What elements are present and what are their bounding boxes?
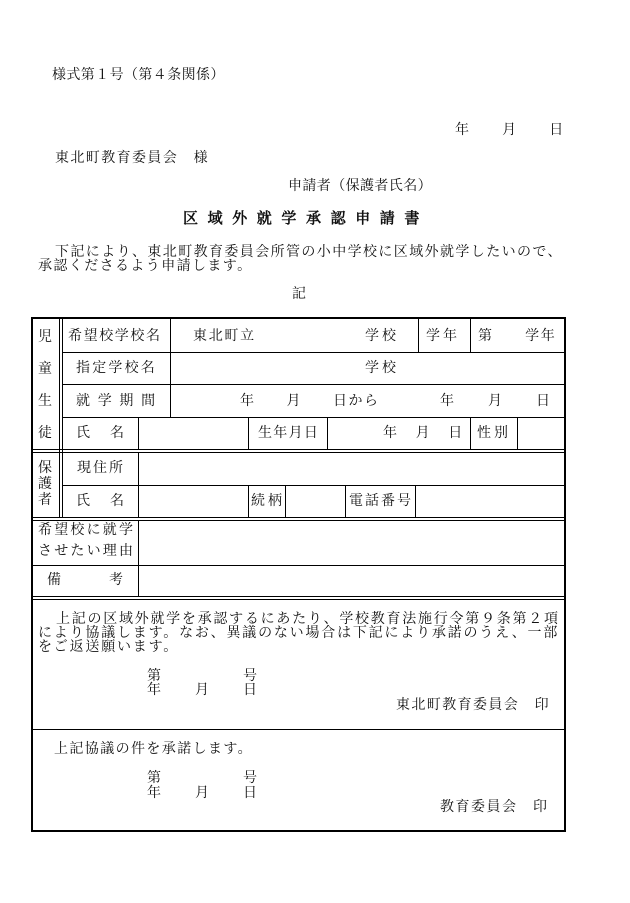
section-divider bbox=[31, 729, 566, 730]
column-divider bbox=[470, 317, 471, 352]
grade-label: 学年 bbox=[426, 328, 460, 344]
section-divider bbox=[31, 596, 566, 597]
applicant-label: 申請者（保護者氏名） bbox=[288, 178, 432, 194]
column-divider bbox=[285, 485, 286, 517]
period-label: 就学期間 bbox=[76, 393, 163, 409]
reason-label-line: させたい理由 bbox=[38, 543, 136, 559]
consent-number: 第 号 bbox=[147, 770, 259, 786]
row-divider bbox=[31, 565, 566, 566]
ki-heading: 記 bbox=[292, 286, 306, 302]
consultation-date: 年 月 日 bbox=[147, 682, 259, 698]
period-to: 年 月 日 bbox=[440, 393, 552, 409]
intro-line: 下記により、東北町教育委員会所管の小中学校に区域外就学したいので、 bbox=[55, 244, 563, 260]
column-divider bbox=[138, 417, 139, 449]
column-divider bbox=[415, 485, 416, 517]
consultation-line: 上記の区域外就学を承認するにあたり、学校教育法施行令第９条第２項 bbox=[56, 611, 560, 627]
column-divider bbox=[248, 485, 249, 517]
remarks-label: 備 考 bbox=[47, 572, 125, 588]
column-divider bbox=[138, 452, 139, 517]
section-divider bbox=[31, 449, 566, 450]
consent-issuer: 教育委員会 印 bbox=[440, 799, 549, 815]
section-divider bbox=[31, 517, 566, 518]
column-divider bbox=[138, 520, 139, 596]
application-date: 年 月 日 bbox=[455, 122, 565, 138]
guardian-name-label: 氏 名 bbox=[76, 493, 127, 509]
addressee: 東北町教育委員会 様 bbox=[55, 150, 209, 166]
section-divider bbox=[31, 520, 566, 521]
designated-school-label: 指定学校名 bbox=[76, 360, 157, 376]
form-number: 様式第１号（第４条関係） bbox=[52, 67, 225, 83]
sex-label: 性別 bbox=[477, 425, 511, 441]
reason-label-line: 希望校に就学 bbox=[38, 522, 136, 538]
desired-school-suffix: 学校 bbox=[365, 328, 399, 344]
column-divider bbox=[170, 317, 171, 417]
designated-school-suffix: 学校 bbox=[365, 360, 399, 376]
period-from: 年 月 日から bbox=[240, 393, 380, 409]
address-label: 現住所 bbox=[77, 460, 125, 476]
consultation-line: をご返送願います。 bbox=[38, 639, 180, 655]
desired-school-label: 希望校学校名 bbox=[68, 328, 162, 344]
row-divider bbox=[62, 352, 566, 353]
intro-line: 承認くださるよう申請します。 bbox=[38, 258, 253, 274]
phone-label: 電話番号 bbox=[349, 493, 413, 509]
student-section-label: 児童生徒 bbox=[38, 329, 52, 441]
desired-school-prefix: 東北町立 bbox=[193, 328, 256, 344]
guardian-section-label: 保護者 bbox=[38, 460, 52, 508]
grade-value: 第 学年 bbox=[478, 328, 557, 344]
section-divider bbox=[31, 452, 566, 453]
consent-date: 年 月 日 bbox=[147, 785, 259, 801]
consultation-issuer: 東北町教育委員会 印 bbox=[396, 697, 550, 713]
student-name-label: 氏 名 bbox=[76, 425, 127, 441]
column-divider bbox=[517, 417, 518, 449]
birth-date-label: 生年月日 bbox=[258, 425, 320, 441]
consultation-number: 第 号 bbox=[147, 668, 259, 684]
column-divider bbox=[345, 485, 346, 517]
row-divider bbox=[62, 384, 566, 385]
column-divider bbox=[470, 417, 471, 449]
section-divider bbox=[31, 599, 566, 600]
column-divider bbox=[248, 417, 249, 449]
column-divider bbox=[418, 317, 419, 352]
birth-date-value: 年 月 日 bbox=[383, 425, 465, 441]
column-divider bbox=[327, 417, 328, 449]
column-divider bbox=[59, 317, 60, 517]
consultation-line: により協議します。なお、異議のない場合は下記により承諾のうえ、一部 bbox=[38, 625, 560, 641]
consent-text: 上記協議の件を承諾します。 bbox=[54, 741, 254, 757]
column-divider bbox=[62, 317, 63, 517]
relation-label: 続柄 bbox=[251, 493, 285, 509]
document-title: 区域外就学承認申請書 bbox=[183, 209, 430, 227]
